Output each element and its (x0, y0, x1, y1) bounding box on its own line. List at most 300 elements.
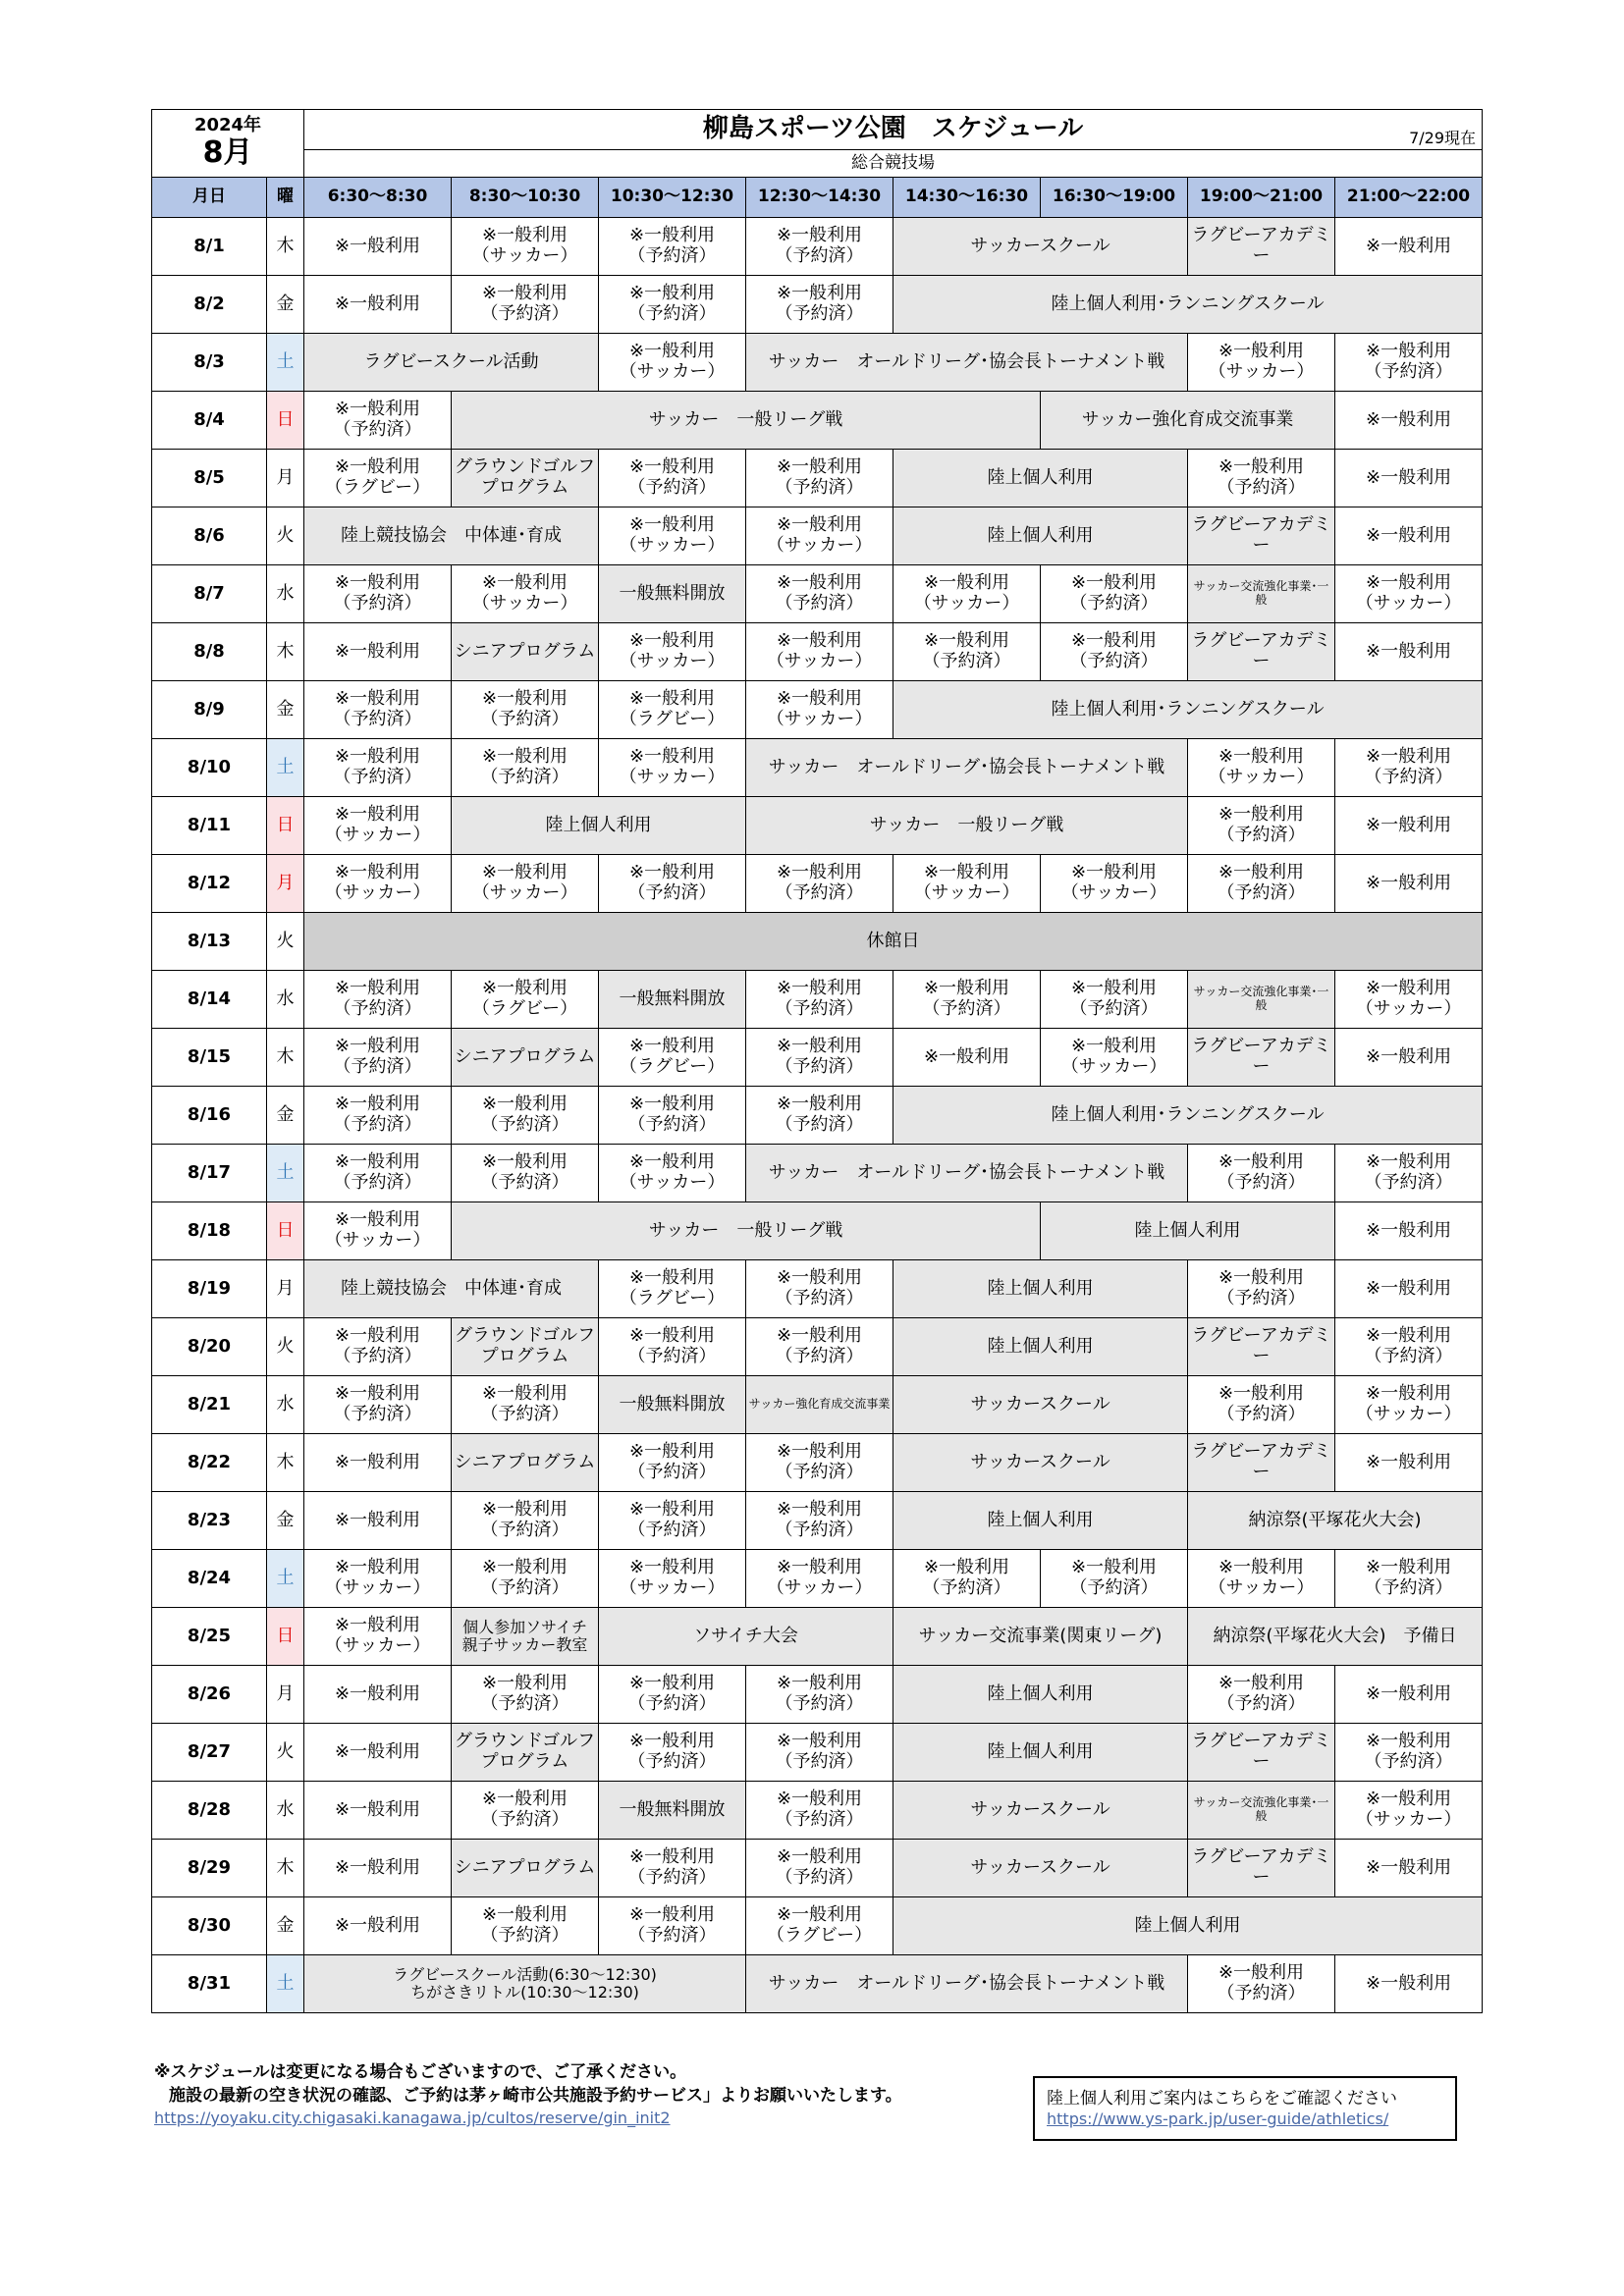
schedule-cell: ※一般利用 （サッカー） (304, 1550, 452, 1608)
date-cell: 8/17 (152, 1145, 267, 1202)
schedule-cell: 一般無料開放 (599, 565, 746, 623)
schedule-cell: 陸上個人利用･ランニングスクール (893, 681, 1483, 739)
schedule-cell: ※一般利用 （予約済） (452, 739, 599, 797)
weekday-cell: 日 (267, 1608, 304, 1666)
schedule-cell: ※一般利用 （予約済） (1335, 1145, 1483, 1202)
schedule-cell: ラグビーアカデミー (1188, 1724, 1335, 1782)
schedule-cell: ※一般利用 （サッカー） (304, 1202, 452, 1260)
table-row (152, 1724, 1483, 1782)
schedule-cell: ※一般利用 (1335, 623, 1483, 681)
weekday-cell: 金 (267, 1897, 304, 1955)
schedule-cell: ※一般利用 （予約済） (746, 1434, 893, 1492)
schedule-cell: ※一般利用 （予約済） (599, 855, 746, 913)
as-of-date: 7/29現在 (1409, 128, 1477, 147)
reservation-link[interactable]: https://yoyaku.city.chigasaki.kanagawa.jp/cultos/reserve/gin_init2 (154, 2109, 671, 2127)
schedule-cell: ※一般利用 （サッカー） (893, 855, 1041, 913)
column-header: 12:30～14:30 (746, 178, 893, 218)
schedule-cell: サッカースクール (893, 1434, 1188, 1492)
schedule-cell: サッカー強化育成交流事業 (746, 1376, 893, 1434)
schedule-cell: ※一般利用 （予約済） (304, 392, 452, 450)
schedule-cell: ※一般利用 （サッカー） (893, 565, 1041, 623)
schedule-cell: サッカー交流事業(関東リーグ) (893, 1608, 1188, 1666)
schedule-cell: ※一般利用 （予約済） (1041, 623, 1188, 681)
schedule-cell: ※一般利用 （予約済） (893, 1550, 1041, 1608)
schedule-cell: ※一般利用 (1335, 855, 1483, 913)
schedule-cell: ※一般利用 （ラグビー） (599, 1029, 746, 1087)
schedule-cell: ※一般利用 (304, 623, 452, 681)
weekday-cell: 水 (267, 971, 304, 1029)
schedule-cell: ※一般利用 （予約済） (452, 1550, 599, 1608)
schedule-cell: グラウンドゴルフ プログラム (452, 1318, 599, 1376)
closed-day-cell: 休館日 (304, 913, 1483, 971)
schedule-cell: ※一般利用 (1335, 1029, 1483, 1087)
schedule-cell: ※一般利用 (1335, 1840, 1483, 1897)
schedule-cell: 陸上個人利用 (893, 1260, 1188, 1318)
schedule-table (151, 109, 1483, 2013)
date-cell: 8/5 (152, 450, 267, 507)
schedule-cell: ※一般利用 (1335, 1260, 1483, 1318)
table-row (152, 1029, 1483, 1087)
schedule-cell: サッカー交流強化事業･一般 (1188, 971, 1335, 1029)
schedule-cell: ※一般利用 （サッカー） (746, 681, 893, 739)
schedule-cell: 陸上競技協会 中体連･育成 (304, 1260, 599, 1318)
schedule-cell: 陸上個人利用 (893, 1897, 1483, 1955)
schedule-cell: ※一般利用 （予約済） (599, 1087, 746, 1145)
schedule-cell: ※一般利用 （予約済） (304, 1087, 452, 1145)
schedule-cell: ※一般利用 （予約済） (599, 1318, 746, 1376)
schedule-cell: ※一般利用 (304, 1897, 452, 1955)
date-cell: 8/18 (152, 1202, 267, 1260)
schedule-cell: ※一般利用 （予約済） (452, 1782, 599, 1840)
table-row (152, 1145, 1483, 1202)
athletics-info-title: 陸上個人利用ご案内はこちらをご確認ください (1047, 2089, 1397, 2109)
schedule-cell: 納涼祭(平塚花火大会) 予備日 (1188, 1608, 1483, 1666)
schedule-cell: 陸上個人利用 (893, 1666, 1188, 1724)
weekday-cell: 木 (267, 218, 304, 276)
column-header: 14:30～16:30 (893, 178, 1041, 218)
schedule-cell: 陸上個人利用･ランニングスクール (893, 276, 1483, 334)
schedule-cell: ※一般利用 （予約済） (599, 1897, 746, 1955)
table-row (152, 450, 1483, 507)
column-header: 6:30～8:30 (304, 178, 452, 218)
schedule-cell: ※一般利用 （予約済） (893, 971, 1041, 1029)
date-cell: 8/24 (152, 1550, 267, 1608)
schedule-cell: グラウンドゴルフ プログラム (452, 450, 599, 507)
schedule-cell: ※一般利用 （予約済） (746, 276, 893, 334)
schedule-cell: サッカー強化育成交流事業 (1041, 392, 1335, 450)
schedule-cell: ※一般利用 (304, 1840, 452, 1897)
schedule-cell: ラグビーアカデミー (1188, 218, 1335, 276)
schedule-cell: ※一般利用 (893, 1029, 1041, 1087)
schedule-cell: ※一般利用 （予約済） (1041, 971, 1188, 1029)
table-row (152, 507, 1483, 565)
table-row (152, 797, 1483, 855)
schedule-cell: サッカー 一般リーグ戦 (452, 392, 1041, 450)
schedule-cell: ラグビーアカデミー (1188, 1318, 1335, 1376)
schedule-cell: ※一般利用 (304, 1492, 452, 1550)
schedule-cell: ※一般利用 （予約済） (304, 1029, 452, 1087)
schedule-cell: ※一般利用 （サッカー） (1335, 971, 1483, 1029)
date-cell: 8/27 (152, 1724, 267, 1782)
schedule-cell: ※一般利用 （サッカー） (1335, 1376, 1483, 1434)
date-cell: 8/31 (152, 1955, 267, 2013)
schedule-cell: サッカー交流強化事業･一般 (1188, 1782, 1335, 1840)
date-cell: 8/22 (152, 1434, 267, 1492)
schedule-cell: ※一般利用 （サッカー） (1335, 565, 1483, 623)
schedule-cell: サッカー 一般リーグ戦 (452, 1202, 1041, 1260)
schedule-cell: サッカースクール (893, 1782, 1188, 1840)
schedule-cell: ※一般利用 （予約済） (599, 450, 746, 507)
schedule-cell: ※一般利用 （予約済） (599, 1492, 746, 1550)
schedule-cell: ※一般利用 （ラグビー） (746, 1897, 893, 1955)
schedule-cell: ラグビースクール活動(6:30～12:30) ちがさきリトル(10:30～12:30) (304, 1955, 746, 2013)
athletics-guide-link[interactable]: https://www.ys-park.jp/user-guide/athletics/ (1047, 2109, 1389, 2128)
table-row (152, 739, 1483, 797)
table-row (152, 276, 1483, 334)
date-cell: 8/8 (152, 623, 267, 681)
weekday-cell: 水 (267, 1782, 304, 1840)
schedule-cell: ※一般利用 （予約済） (746, 1492, 893, 1550)
weekday-cell: 月 (267, 450, 304, 507)
weekday-cell: 木 (267, 1434, 304, 1492)
weekday-cell: 月 (267, 1260, 304, 1318)
schedule-cell: シニアプログラム (452, 1029, 599, 1087)
schedule-cell: ※一般利用 （予約済） (452, 1087, 599, 1145)
column-header: 16:30～19:00 (1041, 178, 1188, 218)
table-row (152, 392, 1483, 450)
page-title: 柳島スポーツ公園 スケジュール (702, 114, 1084, 144)
weekday-cell: 金 (267, 1087, 304, 1145)
schedule-cell: 陸上個人利用 (893, 507, 1188, 565)
weekday-cell: 火 (267, 1318, 304, 1376)
schedule-cell: ※一般利用 （予約済） (746, 855, 893, 913)
date-cell: 8/11 (152, 797, 267, 855)
schedule-cell: ※一般利用 （予約済） (452, 1492, 599, 1550)
schedule-cell: 一般無料開放 (599, 971, 746, 1029)
schedule-cell: ※一般利用 （サッカー） (1335, 1782, 1483, 1840)
schedule-cell: ※一般利用 （予約済） (1188, 1376, 1335, 1434)
table-row (152, 1666, 1483, 1724)
date-cell: 8/14 (152, 971, 267, 1029)
date-cell: 8/28 (152, 1782, 267, 1840)
weekday-cell: 火 (267, 913, 304, 971)
table-row (152, 855, 1483, 913)
schedule-cell: ※一般利用 (304, 1666, 452, 1724)
schedule-cell: ※一般利用 （サッカー） (599, 1550, 746, 1608)
date-cell: 8/7 (152, 565, 267, 623)
schedule-cell: サッカースクール (893, 1376, 1188, 1434)
year-month-cell (152, 110, 304, 178)
schedule-cell: ※一般利用 (304, 1434, 452, 1492)
date-cell: 8/20 (152, 1318, 267, 1376)
weekday-cell: 月 (267, 855, 304, 913)
schedule-cell: ※一般利用 （予約済） (1335, 1550, 1483, 1608)
schedule-cell: ※一般利用 （サッカー） (304, 797, 452, 855)
weekday-cell: 土 (267, 334, 304, 392)
schedule-cell: 陸上個人利用 (893, 1724, 1188, 1782)
schedule-cell: ※一般利用 （サッカー） (304, 855, 452, 913)
weekday-cell: 火 (267, 1724, 304, 1782)
weekday-cell: 金 (267, 1492, 304, 1550)
schedule-cell: ※一般利用 (1335, 507, 1483, 565)
date-cell: 8/23 (152, 1492, 267, 1550)
schedule-cell: ラグビーアカデミー (1188, 1434, 1335, 1492)
schedule-cell: ※一般利用 (1335, 218, 1483, 276)
schedule-cell: サッカー オールドリーグ･協会長トーナメント戦 (746, 1955, 1188, 2013)
schedule-cell: ※一般利用 （予約済） (1188, 797, 1335, 855)
schedule-cell: ※一般利用 （予約済） (746, 218, 893, 276)
weekday-cell: 金 (267, 276, 304, 334)
weekday-cell: 木 (267, 1840, 304, 1897)
schedule-cell: ラグビースクール活動 (304, 334, 599, 392)
schedule-cell: ※一般利用 （予約済） (746, 1318, 893, 1376)
schedule-cell: ※一般利用 （予約済） (1335, 739, 1483, 797)
schedule-cell: ※一般利用 （予約済） (746, 1840, 893, 1897)
month-label: 8月 (202, 135, 253, 171)
schedule-cell: ※一般利用 （サッカー） (746, 623, 893, 681)
schedule-cell: ※一般利用 （サッカー） (452, 855, 599, 913)
schedule-cell: ※一般利用 （予約済） (304, 681, 452, 739)
date-cell: 8/26 (152, 1666, 267, 1724)
weekday-cell: 土 (267, 739, 304, 797)
schedule-cell: ※一般利用 （ラグビー） (452, 971, 599, 1029)
schedule-cell: サッカー オールドリーグ･協会長トーナメント戦 (746, 1145, 1188, 1202)
schedule-cell: ※一般利用 （予約済） (304, 739, 452, 797)
schedule-cell: ※一般利用 （サッカー） (304, 1608, 452, 1666)
schedule-cell: ※一般利用 （予約済） (1335, 1724, 1483, 1782)
schedule-cell: ※一般利用 （予約済） (452, 1897, 599, 1955)
schedule-cell: ※一般利用 （サッカー） (452, 565, 599, 623)
schedule-cell: ※一般利用 （サッカー） (452, 218, 599, 276)
schedule-cell: ※一般利用 （予約済） (1188, 1666, 1335, 1724)
column-header: 21:00～22:00 (1335, 178, 1483, 218)
schedule-cell: サッカースクール (893, 1840, 1188, 1897)
weekday-cell: 月 (267, 1666, 304, 1724)
table-row (152, 1492, 1483, 1550)
schedule-cell: シニアプログラム (452, 623, 599, 681)
table-row (152, 623, 1483, 681)
schedule-cell: ※一般利用 （サッカー） (1188, 334, 1335, 392)
schedule-cell: ※一般利用 （予約済） (599, 218, 746, 276)
schedule-cell: 個人参加ソサイチ 親子サッカー教室 (452, 1608, 599, 1666)
schedule-cell: ラグビーアカデミー (1188, 1840, 1335, 1897)
schedule-cell: ※一般利用 （サッカー） (599, 1145, 746, 1202)
schedule-cell: ※一般利用 （予約済） (304, 971, 452, 1029)
date-cell: 8/25 (152, 1608, 267, 1666)
schedule-cell: ※一般利用 （サッカー） (599, 507, 746, 565)
column-header-row (152, 178, 1483, 218)
schedule-cell: ※一般利用 （予約済） (599, 1666, 746, 1724)
schedule-cell: ※一般利用 (1335, 1202, 1483, 1260)
schedule-cell: ※一般利用 （予約済） (746, 450, 893, 507)
schedule-cell: ※一般利用 （ラグビー） (599, 1260, 746, 1318)
date-cell: 8/1 (152, 218, 267, 276)
date-cell: 8/9 (152, 681, 267, 739)
schedule-cell: サッカー オールドリーグ･協会長トーナメント戦 (746, 334, 1188, 392)
schedule-cell: ※一般利用 (304, 276, 452, 334)
date-cell: 8/15 (152, 1029, 267, 1087)
schedule-cell: 陸上個人利用 (893, 450, 1188, 507)
column-header: 月日 (152, 178, 267, 218)
weekday-cell: 火 (267, 507, 304, 565)
schedule-cell: ※一般利用 （予約済） (1188, 1260, 1335, 1318)
column-header: 19:00～21:00 (1188, 178, 1335, 218)
weekday-cell: 日 (267, 1202, 304, 1260)
table-row (152, 1260, 1483, 1318)
table-row (152, 1318, 1483, 1376)
schedule-cell: ラグビーアカデミー (1188, 623, 1335, 681)
footer-note-1: ※スケジュールは変更になる場合もございますので、ご了承ください。 (154, 2062, 687, 2082)
weekday-cell: 日 (267, 392, 304, 450)
schedule-cell: ※一般利用 （サッカー） (746, 507, 893, 565)
athletics-info-box (1033, 2076, 1457, 2141)
schedule-cell: ※一般利用 （予約済） (746, 971, 893, 1029)
schedule-cell: ※一般利用 (304, 1782, 452, 1840)
table-row (152, 971, 1483, 1029)
schedule-cell: 納涼祭(平塚花火大会) (1188, 1492, 1483, 1550)
schedule-cell: グラウンドゴルフ プログラム (452, 1724, 599, 1782)
schedule-cell: ※一般利用 （サッカー） (746, 1550, 893, 1608)
date-cell: 8/2 (152, 276, 267, 334)
schedule-cell: ※一般利用 （サッカー） (1188, 1550, 1335, 1608)
weekday-cell: 木 (267, 1029, 304, 1087)
schedule-cell: ※一般利用 （予約済） (1188, 1145, 1335, 1202)
table-row (152, 1087, 1483, 1145)
schedule-cell: 陸上個人利用･ランニングスクール (893, 1087, 1483, 1145)
schedule-cell: ※一般利用 （予約済） (1188, 855, 1335, 913)
schedule-cell: ※一般利用 （予約済） (452, 1376, 599, 1434)
schedule-cell: 陸上個人利用 (893, 1492, 1188, 1550)
schedule-cell: 陸上個人利用 (1041, 1202, 1335, 1260)
date-cell: 8/4 (152, 392, 267, 450)
schedule-cell: ※一般利用 (1335, 797, 1483, 855)
schedule-cell: サッカー交流強化事業･一般 (1188, 565, 1335, 623)
schedule-cell: ※一般利用 （予約済） (304, 565, 452, 623)
year-label: 2024年 (193, 115, 262, 136)
schedule-cell: ※一般利用 （サッカー） (1041, 1029, 1188, 1087)
schedule-cell: ※一般利用 （予約済） (1335, 1318, 1483, 1376)
weekday-cell: 日 (267, 797, 304, 855)
footer-note-2: 施設の最新の空き状況の確認、ご予約は茅ヶ崎市公共施設予約サービス」よりお願いいたします。 (169, 2086, 902, 2106)
schedule-cell: ※一般利用 （予約済） (452, 1145, 599, 1202)
title-cell (304, 110, 1483, 150)
schedule-cell: ※一般利用 (304, 1724, 452, 1782)
schedule-cell: ※一般利用 (1335, 1434, 1483, 1492)
schedule-cell: シニアプログラム (452, 1840, 599, 1897)
schedule-cell: 一般無料開放 (599, 1782, 746, 1840)
date-cell: 8/10 (152, 739, 267, 797)
table-row (152, 1434, 1483, 1492)
weekday-cell: 土 (267, 1955, 304, 2013)
schedule-cell: ※一般利用 （予約済） (304, 1145, 452, 1202)
schedule-cell: シニアプログラム (452, 1434, 599, 1492)
weekday-cell: 金 (267, 681, 304, 739)
date-cell: 8/3 (152, 334, 267, 392)
schedule-cell: ※一般利用 （予約済） (304, 1318, 452, 1376)
table-row (152, 913, 1483, 971)
schedule-cell: ※一般利用 （予約済） (1041, 565, 1188, 623)
schedule-cell: ※一般利用 （予約済） (1188, 450, 1335, 507)
schedule-cell: サッカー オールドリーグ･協会長トーナメント戦 (746, 739, 1188, 797)
schedule-cell: ※一般利用 （予約済） (746, 1724, 893, 1782)
table-row (152, 1840, 1483, 1897)
column-header: 曜 (267, 178, 304, 218)
schedule-cell: ※一般利用 （予約済） (304, 1376, 452, 1434)
table-row (152, 1955, 1483, 2013)
schedule-cell: ※一般利用 （予約済） (746, 565, 893, 623)
date-cell: 8/16 (152, 1087, 267, 1145)
schedule-cell: ※一般利用 （予約済） (599, 1840, 746, 1897)
date-cell: 8/13 (152, 913, 267, 971)
schedule-cell: ※一般利用 (1335, 1955, 1483, 2013)
schedule-cell: ソサイチ大会 (599, 1608, 893, 1666)
schedule-cell: ラグビーアカデミー (1188, 1029, 1335, 1087)
date-cell: 8/30 (152, 1897, 267, 1955)
date-cell: 8/19 (152, 1260, 267, 1318)
schedule-cell: ※一般利用 （サッカー） (599, 739, 746, 797)
schedule-cell: ※一般利用 (1335, 1666, 1483, 1724)
schedule-cell: ※一般利用 （予約済） (746, 1782, 893, 1840)
date-cell: 8/12 (152, 855, 267, 913)
weekday-cell: 水 (267, 565, 304, 623)
schedule-cell: ※一般利用 （サッカー） (1041, 855, 1188, 913)
date-cell: 8/6 (152, 507, 267, 565)
weekday-cell: 土 (267, 1145, 304, 1202)
schedule-cell: ※一般利用 （予約済） (1335, 334, 1483, 392)
schedule-cell: ※一般利用 （予約済） (452, 276, 599, 334)
schedule-cell: ※一般利用 （予約済） (599, 276, 746, 334)
schedule-cell: ※一般利用 （ラグビー） (304, 450, 452, 507)
schedule-cell: ※一般利用 （予約済） (746, 1087, 893, 1145)
table-row (152, 565, 1483, 623)
schedule-cell: ※一般利用 （サッカー） (1188, 739, 1335, 797)
schedule-cell: ※一般利用 （予約済） (746, 1029, 893, 1087)
schedule-cell: サッカー 一般リーグ戦 (746, 797, 1188, 855)
schedule-cell: 陸上競技協会 中体連･育成 (304, 507, 599, 565)
schedule-cell: ※一般利用 (304, 218, 452, 276)
schedule-cell: ※一般利用 （サッカー） (599, 334, 746, 392)
schedule-cell: ※一般利用 （予約済） (746, 1260, 893, 1318)
schedule-cell: サッカースクール (893, 218, 1188, 276)
table-row (152, 1608, 1483, 1666)
column-header: 10:30～12:30 (599, 178, 746, 218)
schedule-cell: ※一般利用 （予約済） (746, 1666, 893, 1724)
schedule-cell: ※一般利用 （予約済） (452, 1666, 599, 1724)
table-row (152, 1782, 1483, 1840)
schedule-cell: ※一般利用 (1335, 392, 1483, 450)
schedule-cell: ※一般利用 （予約済） (599, 1434, 746, 1492)
table-row (152, 1376, 1483, 1434)
schedule-cell: 一般無料開放 (599, 1376, 746, 1434)
table-row (152, 1550, 1483, 1608)
date-cell: 8/29 (152, 1840, 267, 1897)
table-row (152, 1202, 1483, 1260)
schedule-cell: 陸上個人利用 (452, 797, 746, 855)
schedule-cell: ※一般利用 (1335, 450, 1483, 507)
date-cell: 8/21 (152, 1376, 267, 1434)
table-row (152, 218, 1483, 276)
weekday-cell: 木 (267, 623, 304, 681)
table-row (152, 334, 1483, 392)
weekday-cell: 水 (267, 1376, 304, 1434)
schedule-cell: ※一般利用 （予約済） (599, 1724, 746, 1782)
table-row (152, 681, 1483, 739)
schedule-cell: ※一般利用 （予約済） (893, 623, 1041, 681)
facility-name: 総合競技場 (304, 150, 1483, 178)
schedule-cell: 陸上個人利用 (893, 1318, 1188, 1376)
weekday-cell: 土 (267, 1550, 304, 1608)
schedule-cell: ※一般利用 （サッカー） (599, 623, 746, 681)
